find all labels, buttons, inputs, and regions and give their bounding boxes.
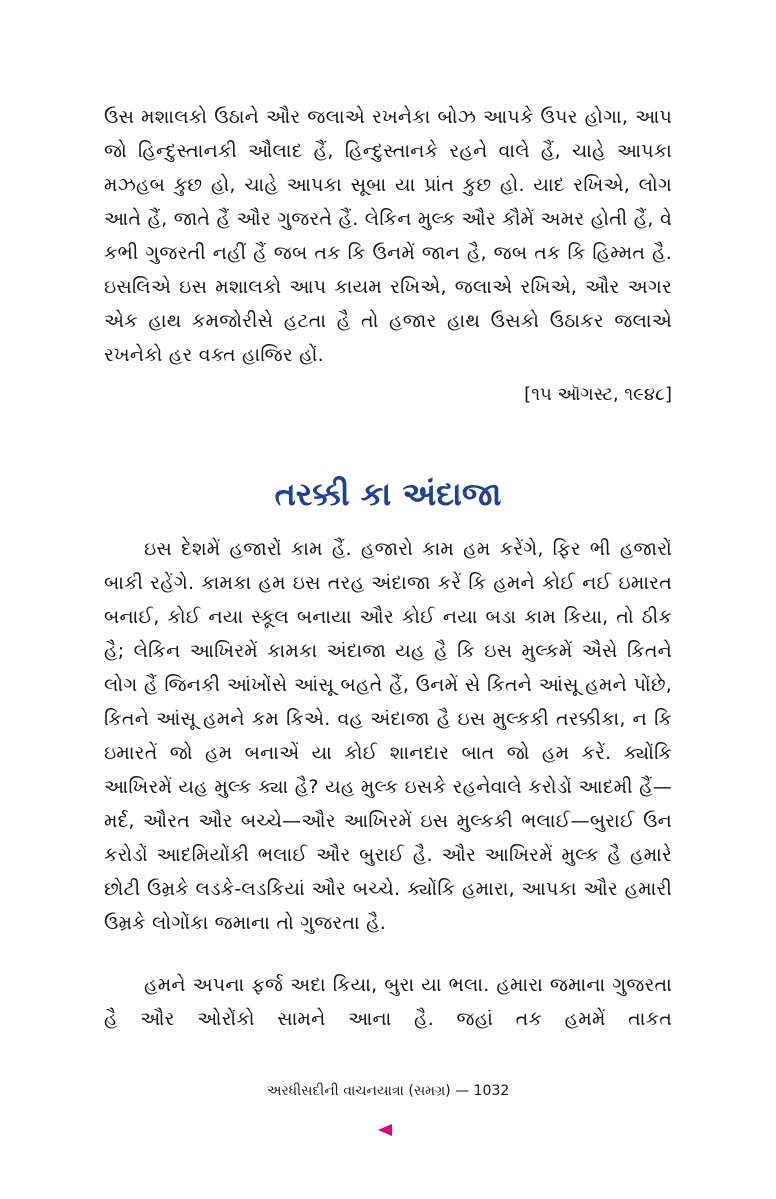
paragraph-3 xyxy=(104,968,672,1036)
page-footer: અરધીસદીની વાચનયાત્રા (સમગ્ર) — 1032 xyxy=(266,1083,510,1099)
paragraph-2 xyxy=(104,532,672,940)
paragraph-1 xyxy=(104,100,672,372)
paragraph-1-text: ઉસ મશાલકો ઉઠાને ઔર જલાએ રખનેકા બોઝ આપકે ઉપર હોગા, આપ જો હિન્દુસ્તાનકી ઔલાદ હૈં, હિન્દુસ્તાનકે રહને વાલે હૈં, ચાહે આપકા મઝહબ કુછ હો, ચાહે આપકા સૂબા યા પ્રાંત કુછ હો. યાદ રખિએ, લોગ આતે હૈં, જાતે હૈં ઔર ગુજરતે હૈં. લેકિન મુલ્ક ઔર કૌમેં અમર હોતી હૈં, વે કભી ગુજરતી નહીં હૈં જબ તક કિ ઉનમેં જાન હૈ, જબ તક કિ હિમ્મત હૈ. ઇસલિએ ઇસ મશાલકો આપ કાયમ રખિએ, જલાએ રખિએ, ઔર અગર એક હાથ કમજોરીસે હટતા હૈ તો હજાર હાથ ઉસકો ઉઠાકર જલાએ રખનેકો હર વક્ત હાજિર હોં. xyxy=(104,106,672,366)
left-arrow-icon[interactable] xyxy=(378,1124,392,1136)
paragraph-3-text: હમને અપના ફર્જ અદા કિયા, બુરા યા ભલા. હમારા જમાના ગુજરતા હૈ ઔર ઓરોંકો સામને આના હૈ. જહાં તક હમમેં તાકત xyxy=(104,974,672,1030)
paragraph-2-text: ઇસ દેશમેં હજારોં કામ હૈં. હજારો કામ હમ કરેંગે, ફિર ભી હજારોં બાકી રહેંગે. કામકા હમ ઇસ તરહ અંદાજા કરેં કિ હમને કોઈ નઈ ઇમારત બનાઈ, કોઈ નયા સ્કૂલ બનાયા ઔર કોઈ નયા બડા કામ કિયા, તો ઠીક હૈ; લેકિન આખિરમેં કામકા અંદાજા યહ હૈ કિ ઇસ મુલ્કમેં ઐસે કિતને લોગ હૈં જિનકી આંખોંસે આંસૂ બહતે હૈં, ઉનમેં સે કિતને આંસૂ હમને પોંછે, કિતને આંસૂ હમને કમ કિએ. વહ અંદાજા હૈ ઇસ મુલ્કકી તરક્કીકા, ન કિ ઇમારતેં જો હમ બનાએં યા કોઈ શાનદાર બાત જો હમ કરેં. ક્યોંકિ આખિરમેં યહ મુલ્ક ક્યા હૈ? યહ મુલ્ક ઇસકે રહનેવાલે કરોડોં આદમી હૈં—મર્દ, ઔરત ઔર બચ્ચે—ઔર આખિરમેં ઇસ મુલ્કકી ભલાઈ—બુરાઈ ઉન કરોડોં આદમિયોંકી ભલાઈ ઔર બુરાઈ હૈ. ઔર આખિરમેં મુલ્ક હૈ હમારે છોટી ઉમ્રકે લડકે-લડકિયાં ઔર બચ્ચે. ક્યોંકિ હમારા, આપકા ઔર હમારી ઉમ્રકે લોગોંકા જમાના તો ગુજરતા હૈ. xyxy=(104,538,672,934)
date-note: [૧૫ ઑગસ્ટ, ૧૯૪૮] xyxy=(524,384,672,405)
section-title: તરક્કી કા અંદાજા xyxy=(274,475,502,513)
